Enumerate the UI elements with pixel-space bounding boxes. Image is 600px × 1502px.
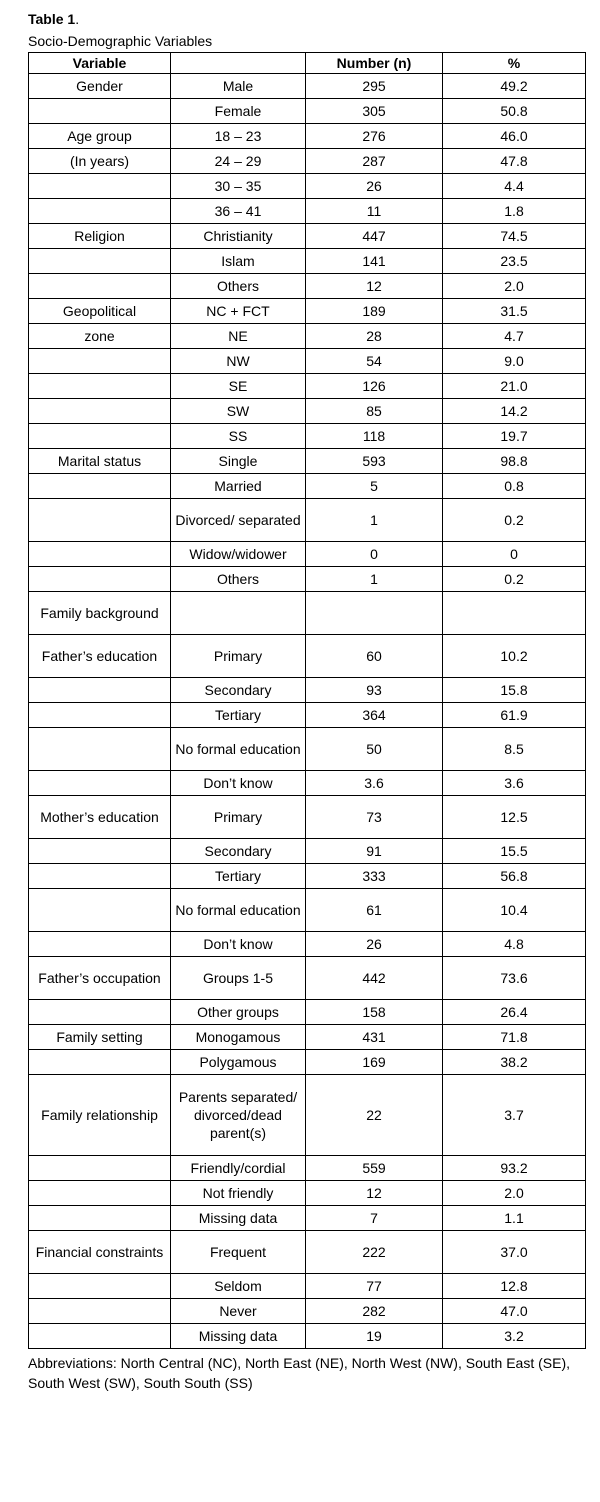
category-cell: Missing data	[171, 1324, 306, 1349]
percent-cell: 3.7	[443, 1075, 586, 1156]
table-row	[29, 932, 586, 957]
category-cell: Tertiary	[171, 864, 306, 889]
table-row	[29, 199, 586, 224]
table-row	[29, 299, 586, 324]
number-cell: 276	[306, 124, 443, 149]
table-row	[29, 174, 586, 199]
variable-cell: Father’s education	[29, 635, 171, 678]
table-row	[29, 889, 586, 932]
category-cell: Friendly/cordial	[171, 1156, 306, 1181]
percent-cell: 2.0	[443, 274, 586, 299]
table-row	[29, 567, 586, 592]
table-row	[29, 474, 586, 499]
category-cell: Primary	[171, 796, 306, 839]
category-cell: 36 – 41	[171, 199, 306, 224]
number-cell: 169	[306, 1050, 443, 1075]
category-cell: Tertiary	[171, 703, 306, 728]
percent-cell: 2.0	[443, 1181, 586, 1206]
table-row	[29, 1050, 586, 1075]
number-cell: 12	[306, 1181, 443, 1206]
category-cell: Others	[171, 567, 306, 592]
category-cell: No formal education	[171, 889, 306, 932]
table-row	[29, 249, 586, 274]
number-cell: 54	[306, 349, 443, 374]
number-cell: 447	[306, 224, 443, 249]
number-cell	[306, 592, 443, 635]
table-row	[29, 771, 586, 796]
number-cell: 85	[306, 399, 443, 424]
percent-cell: 31.5	[443, 299, 586, 324]
variable-cell	[29, 349, 171, 374]
variable-cell	[29, 678, 171, 703]
category-cell: Polygamous	[171, 1050, 306, 1075]
header-cell-number: Number (n)	[306, 53, 443, 74]
percent-cell: 26.4	[443, 1000, 586, 1025]
table-body	[29, 74, 586, 1349]
table-row	[29, 324, 586, 349]
percent-cell: 49.2	[443, 74, 586, 99]
variable-cell	[29, 474, 171, 499]
variable-cell	[29, 274, 171, 299]
category-cell: Other groups	[171, 1000, 306, 1025]
variable-cell: Mother’s education	[29, 796, 171, 839]
category-cell: Widow/widower	[171, 542, 306, 567]
table-row	[29, 424, 586, 449]
variable-cell	[29, 1206, 171, 1231]
table-row	[29, 149, 586, 174]
table-row	[29, 1324, 586, 1349]
percent-cell: 1.1	[443, 1206, 586, 1231]
number-cell: 364	[306, 703, 443, 728]
percent-cell: 9.0	[443, 349, 586, 374]
category-cell: Male	[171, 74, 306, 99]
header-cell-percent: %	[443, 53, 586, 74]
category-cell: NC + FCT	[171, 299, 306, 324]
table-row	[29, 1299, 586, 1324]
percent-cell: 8.5	[443, 728, 586, 771]
percent-cell: 12.8	[443, 1274, 586, 1299]
table-row	[29, 1206, 586, 1231]
table-row	[29, 592, 586, 635]
percent-cell: 46.0	[443, 124, 586, 149]
header-row	[29, 53, 586, 74]
data-table	[28, 52, 586, 1349]
table-subtitle: Socio-Demographic Variables	[28, 33, 213, 49]
category-cell: SE	[171, 374, 306, 399]
category-cell: Not friendly	[171, 1181, 306, 1206]
table-label-punct: .	[75, 11, 80, 27]
percent-cell: 15.8	[443, 678, 586, 703]
number-cell: 282	[306, 1299, 443, 1324]
number-cell: 26	[306, 174, 443, 199]
number-cell: 19	[306, 1324, 443, 1349]
percent-cell: 93.2	[443, 1156, 586, 1181]
percent-cell: 50.8	[443, 99, 586, 124]
variable-cell: Father’s occupation	[29, 957, 171, 1000]
variable-cell	[29, 1274, 171, 1299]
percent-cell: 1.8	[443, 199, 586, 224]
number-cell: 1	[306, 567, 443, 592]
table-row	[29, 399, 586, 424]
category-cell: SW	[171, 399, 306, 424]
category-cell: Secondary	[171, 839, 306, 864]
table-row	[29, 635, 586, 678]
table-row	[29, 542, 586, 567]
percent-cell: 21.0	[443, 374, 586, 399]
category-cell: No formal education	[171, 728, 306, 771]
percent-cell: 4.4	[443, 174, 586, 199]
variable-cell: Religion	[29, 224, 171, 249]
category-cell: Married	[171, 474, 306, 499]
header-cell-variable: Variable	[29, 53, 171, 74]
table-row	[29, 124, 586, 149]
variable-cell: (In years)	[29, 149, 171, 174]
table-row	[29, 349, 586, 374]
variable-cell	[29, 728, 171, 771]
table-row	[29, 728, 586, 771]
variable-cell	[29, 424, 171, 449]
percent-cell: 73.6	[443, 957, 586, 1000]
variable-cell: zone	[29, 324, 171, 349]
table-row	[29, 374, 586, 399]
percent-cell: 15.5	[443, 839, 586, 864]
number-cell: 12	[306, 274, 443, 299]
percent-cell: 10.4	[443, 889, 586, 932]
percent-cell: 3.2	[443, 1324, 586, 1349]
variable-cell	[29, 567, 171, 592]
variable-cell	[29, 99, 171, 124]
number-cell: 26	[306, 932, 443, 957]
number-cell: 442	[306, 957, 443, 1000]
category-cell	[171, 592, 306, 635]
category-cell: Monogamous	[171, 1025, 306, 1050]
number-cell: 141	[306, 249, 443, 274]
table-row	[29, 1231, 586, 1274]
variable-cell	[29, 499, 171, 542]
variable-cell	[29, 249, 171, 274]
percent-cell: 61.9	[443, 703, 586, 728]
number-cell: 11	[306, 199, 443, 224]
table-row	[29, 796, 586, 839]
variable-cell	[29, 542, 171, 567]
number-cell: 22	[306, 1075, 443, 1156]
category-cell: 24 – 29	[171, 149, 306, 174]
table-row	[29, 274, 586, 299]
number-cell: 61	[306, 889, 443, 932]
number-cell: 431	[306, 1025, 443, 1050]
percent-cell: 12.5	[443, 796, 586, 839]
table-row	[29, 1000, 586, 1025]
variable-cell	[29, 1181, 171, 1206]
percent-cell: 98.8	[443, 449, 586, 474]
percent-cell: 23.5	[443, 249, 586, 274]
percent-cell: 4.8	[443, 932, 586, 957]
number-cell: 0	[306, 542, 443, 567]
category-cell: NW	[171, 349, 306, 374]
table-row	[29, 99, 586, 124]
number-cell: 189	[306, 299, 443, 324]
category-cell: Divorced/ separated	[171, 499, 306, 542]
table-row	[29, 74, 586, 99]
table-row	[29, 1181, 586, 1206]
category-cell: Never	[171, 1299, 306, 1324]
number-cell: 93	[306, 678, 443, 703]
table-row	[29, 703, 586, 728]
variable-cell: Geopolitical	[29, 299, 171, 324]
category-cell: Christianity	[171, 224, 306, 249]
percent-cell: 71.8	[443, 1025, 586, 1050]
percent-cell: 0	[443, 542, 586, 567]
category-cell: Parents separated/ divorced/dead parent(s)	[171, 1075, 306, 1156]
percent-cell: 56.8	[443, 864, 586, 889]
percent-cell: 0.8	[443, 474, 586, 499]
category-cell: Islam	[171, 249, 306, 274]
number-cell: 158	[306, 1000, 443, 1025]
category-cell: Female	[171, 99, 306, 124]
variable-cell	[29, 889, 171, 932]
number-cell: 559	[306, 1156, 443, 1181]
variable-cell	[29, 771, 171, 796]
variable-cell: Age group	[29, 124, 171, 149]
percent-cell: 19.7	[443, 424, 586, 449]
category-cell: NE	[171, 324, 306, 349]
table-row	[29, 1156, 586, 1181]
number-cell: 222	[306, 1231, 443, 1274]
percent-cell: 47.0	[443, 1299, 586, 1324]
variable-cell: Family background	[29, 592, 171, 635]
table-row	[29, 499, 586, 542]
category-cell: 30 – 35	[171, 174, 306, 199]
table-row	[29, 449, 586, 474]
number-cell: 1	[306, 499, 443, 542]
category-cell: Single	[171, 449, 306, 474]
percent-cell: 37.0	[443, 1231, 586, 1274]
number-cell: 60	[306, 635, 443, 678]
variable-cell	[29, 864, 171, 889]
variable-cell	[29, 932, 171, 957]
percent-cell	[443, 592, 586, 635]
variable-cell	[29, 839, 171, 864]
category-cell: Others	[171, 274, 306, 299]
number-cell: 295	[306, 74, 443, 99]
table-row	[29, 839, 586, 864]
percent-cell: 0.2	[443, 499, 586, 542]
variable-cell	[29, 1050, 171, 1075]
table-label: Table 1	[28, 11, 76, 27]
variable-cell	[29, 1156, 171, 1181]
category-cell: SS	[171, 424, 306, 449]
table-footnote: Abbreviations: North Central (NC), North East (NE), North West (NW), South East (SE), South West (SW), South South (SS)	[28, 1355, 571, 1391]
number-cell: 77	[306, 1274, 443, 1299]
number-cell: 73	[306, 796, 443, 839]
table-row	[29, 224, 586, 249]
number-cell: 28	[306, 324, 443, 349]
number-cell: 333	[306, 864, 443, 889]
variable-cell	[29, 1324, 171, 1349]
category-cell: Missing data	[171, 1206, 306, 1231]
number-cell: 287	[306, 149, 443, 174]
number-cell: 593	[306, 449, 443, 474]
category-cell: Secondary	[171, 678, 306, 703]
table-row	[29, 864, 586, 889]
category-cell: Don’t know	[171, 932, 306, 957]
number-cell: 3.6	[306, 771, 443, 796]
variable-cell: Financial constraints	[29, 1231, 171, 1274]
variable-cell	[29, 1000, 171, 1025]
table-title	[28, 8, 600, 30]
variable-cell	[29, 703, 171, 728]
percent-cell: 0.2	[443, 567, 586, 592]
number-cell: 50	[306, 728, 443, 771]
category-cell: Frequent	[171, 1231, 306, 1274]
number-cell: 118	[306, 424, 443, 449]
number-cell: 91	[306, 839, 443, 864]
number-cell: 7	[306, 1206, 443, 1231]
table-row	[29, 1025, 586, 1050]
variable-cell: Family setting	[29, 1025, 171, 1050]
variable-cell	[29, 199, 171, 224]
number-cell: 5	[306, 474, 443, 499]
table-row	[29, 1075, 586, 1156]
number-cell: 126	[306, 374, 443, 399]
header-cell-category	[171, 53, 306, 74]
variable-cell: Family relationship	[29, 1075, 171, 1156]
category-cell: 18 – 23	[171, 124, 306, 149]
percent-cell: 4.7	[443, 324, 586, 349]
table-row	[29, 678, 586, 703]
table-row	[29, 1274, 586, 1299]
category-cell: Primary	[171, 635, 306, 678]
variable-cell: Gender	[29, 74, 171, 99]
percent-cell: 47.8	[443, 149, 586, 174]
percent-cell: 38.2	[443, 1050, 586, 1075]
number-cell: 305	[306, 99, 443, 124]
category-cell: Groups 1-5	[171, 957, 306, 1000]
variable-cell	[29, 1299, 171, 1324]
table-row	[29, 957, 586, 1000]
variable-cell	[29, 174, 171, 199]
percent-cell: 3.6	[443, 771, 586, 796]
category-cell: Seldom	[171, 1274, 306, 1299]
percent-cell: 14.2	[443, 399, 586, 424]
variable-cell	[29, 399, 171, 424]
variable-cell	[29, 374, 171, 399]
category-cell: Don’t know	[171, 771, 306, 796]
percent-cell: 74.5	[443, 224, 586, 249]
variable-cell: Marital status	[29, 449, 171, 474]
percent-cell: 10.2	[443, 635, 586, 678]
